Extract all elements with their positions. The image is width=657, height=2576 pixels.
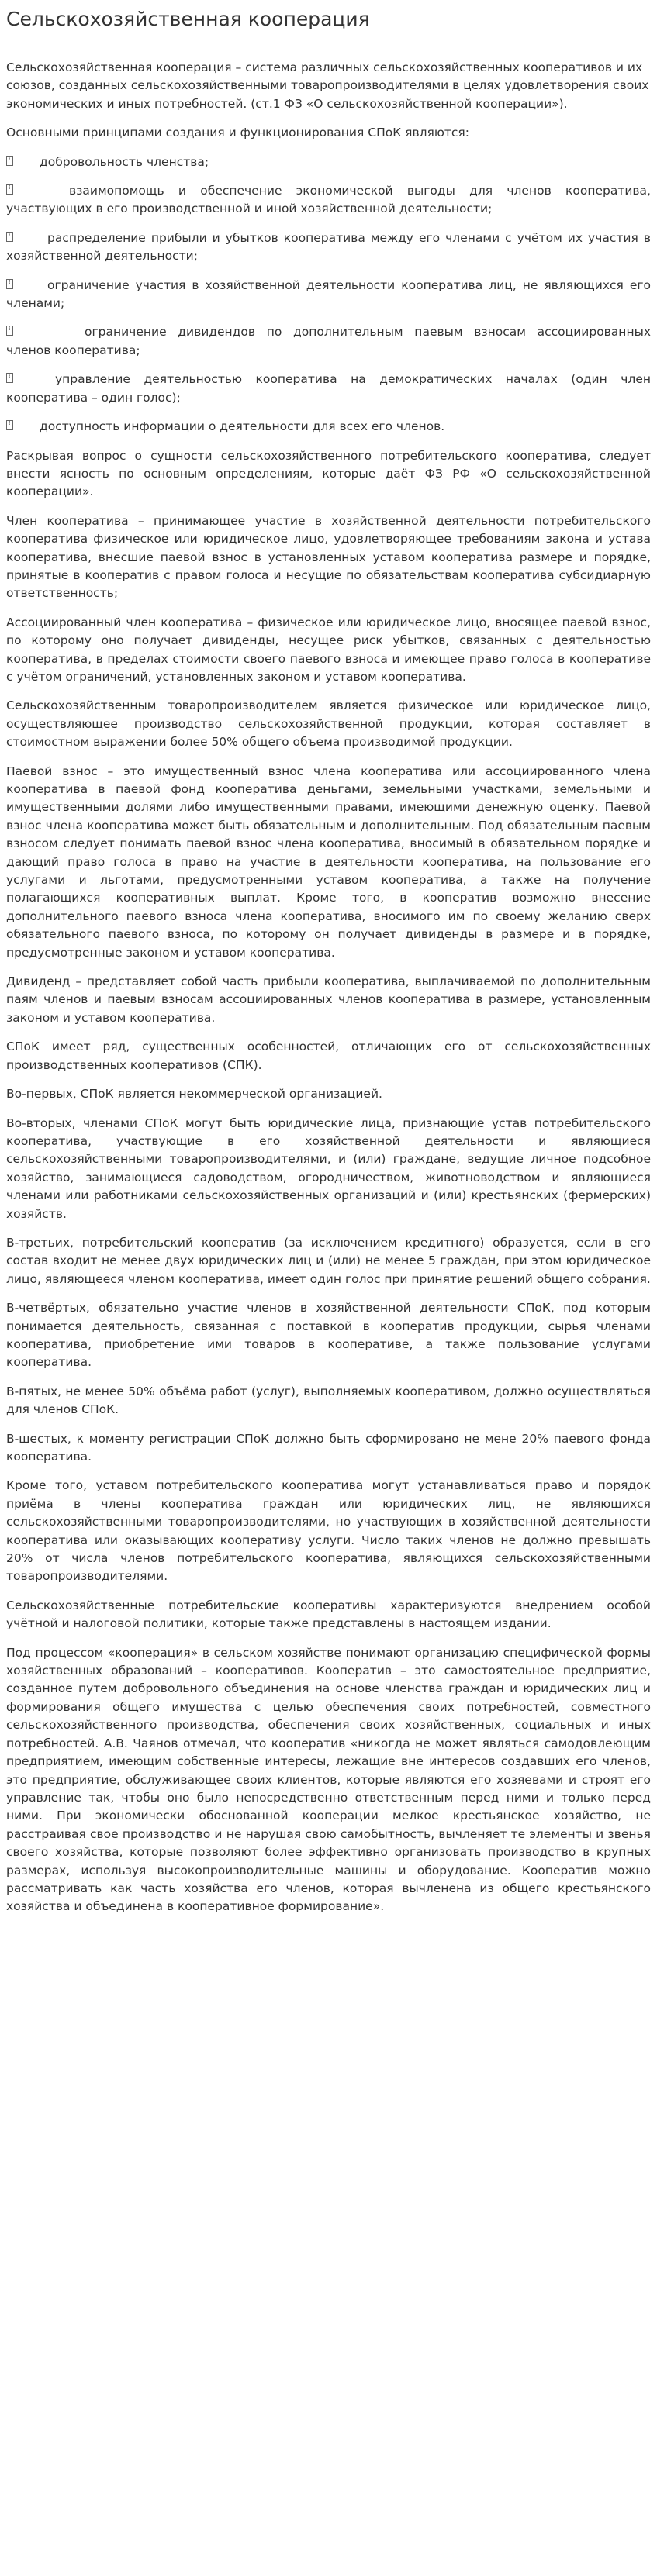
principle-item: ⁞ добровольность членства; [6,153,651,171]
principle-item: ⁞ распределение прибыли и убытков кооператива между его членами с учётом их участия в хозяйственной деятельности; [6,230,651,264]
missing-glyph-icon: ⁞ [6,279,13,289]
paragraph: Во-вторых, членами СПоК могут быть юридические лица, признающие устав потребительского кооператива, участвующие в его хозяйственной деятельности и являющиеся сельскохозяйственными товаропроизводителями, и (или) граждане, ведущие личное подсобное хозяйство, занимающиеся садоводством, огородничеством, животноводством и являющиеся членами или работниками сельскохозяйственных организаций и (или) крестьянских (фермерских) хозяйств. [6,1116,651,1221]
principle-item: ⁞ ограничение участия в хозяйственной деятельности кооператива лиц, не являющихся его членами; [6,278,651,311]
paragraph: Раскрывая вопрос о сущности сельскохозяйственного потребительского кооператива, следует внести ясность по основным определениям, которые даёт ФЗ РФ «О сельскохозяйственной кооперации». [6,448,651,499]
paragraph: В-третьих, потребительский кооператив (за исключением кредитного) образуется, если в его состав входит не менее двух юридических лиц и (или) не менее 5 граждан, при этом юридическое лицо, являющееся членом кооператива, имеет один голос при принятие решений общего собрания. [6,1235,651,1286]
principles-lead: Основными принципами создания и функционирования СПоК являются: [6,126,469,140]
intro-paragraph: Сельскохозяйственная кооперация – система различных сельскохозяйственных кооперативов и их союзов, созданных сельскохозяйственными товаропроизводителями в целях удовлетворения своих экономических и иных потребностей. (ст.1 ФЗ «О сельскохозяйственной кооперации»). [6,60,649,111]
principle-item: ⁞ взаимопомощь и обеспечение экономической выгоды для членов кооператива, участвующих в его производственной и иной хозяйственной деятельности; [6,184,651,216]
missing-glyph-icon: ⁞ [6,184,13,195]
principle-item: ⁞ ограничение дивидендов по дополнительным паевым взносам ассоциированных членов кооператива; [6,325,651,357]
missing-glyph-icon: ⁞ [6,373,13,383]
missing-glyph-icon: ⁞ [6,326,13,336]
principles-list [6,153,651,436]
paragraph: Сельскохозяйственные потребительские кооперативы характеризуются внедрением особой учётной и налоговой политики, которые также представлены в настоящем издании. [6,1598,651,1631]
page-title: Сельскохозяйственная кооперация [6,8,370,30]
paragraph: Член кооператива – принимающее участие в хозяйственной деятельности потребительского кооператива физическое или юридическое лицо, удовлетворяющее требованиям закона и устава кооператива, внесшие паевой взнос в установленных уставом кооператива размере и порядке, принятые в кооператив с правом голоса и несущие по обязательствам кооператива субсидиарную ответственность; [6,513,651,601]
missing-glyph-icon: ⁞ [6,156,13,166]
principle-item: ⁞ управление деятельностью кооператива на демократических началах (один член кооператива – один голос); [6,372,651,405]
paragraph: Кроме того, уставом потребительского кооператива могут устанавливаться право и порядок приёма в члены кооператива граждан или юридических лиц, не являющихся сельскохозяйственными товаропроизводителями, но участвующих в хозяйственной деятельности кооператива или оказывающих кооперативу услуги. Число таких членов не должно превышать 20% от числа членов потребительского кооператива, являющихся сельскохозяйственными товаропроизводителями. [6,1478,651,1584]
paragraph: Сельскохозяйственным товаропроизводителем является физическое или юридическое лицо, осуществляющее производство сельскохозяйственной продукции, которая составляет в стоимостном выражении более 50% общего объема производимой продукции. [6,698,651,750]
paragraph: Во-первых, СПоК является некоммерческой организацией. [6,1087,382,1102]
missing-glyph-icon: ⁞ [6,232,13,242]
paragraph: СПоК имеет ряд, существенных особенностей, отличающих его от сельскохозяйственных производственных кооперативов (СПК). [6,1040,651,1072]
missing-glyph-icon: ⁞ [6,420,13,430]
paragraph: Ассоциированный член кооператива – физическое или юридическое лицо, вносящее паевой взнос, по которому оно получает дивиденды, несущее риск убытков, связанных с деятельностью кооператива, в пределах стоимости своего паевого взноса и имеющее право голоса в кооперативе с учётом ограничений, установленных законом и уставом кооператива. [6,615,651,684]
paragraph: В-четвёртых, обязательно участие членов в хозяйственной деятельности СПоК, под которым понимается деятельность, связанная с поставкой в кооператив продукции, сырья членами кооператива, приобретение ими товаров в кооперативе, а также пользование услугами кооператива. [6,1301,651,1370]
paragraph: Дивиденд – представляет собой часть прибыли кооператива, выплачиваемой по дополнительным паям членов и паевым взносам ассоциированных членов кооператива в размере, установленным законом и уставом кооператива. [6,974,651,1025]
principle-item: ⁞ доступность информации о деятельности для всех его членов. [6,418,651,436]
paragraph: Под процессом «кооперация» в сельском хозяйстве понимают организацию специфической формы хозяйственных образований – кооперативов. Кооператив – это самостоятельное предприятие, созданное путем добровольного объединения на основе членства граждан и юридических лиц и формирования общего имущества с целью обеспечения своих потребностей, совместного сельскохозяйственного производства, обеспечения своих хозяйственных, социальных и иных потребностей. А.В. Чаянов отмечал, что кооператив «никогда не может являться самодовлеющим предприятием, имеющим собственные интересы, лежащие вне интересов создавших его членов, это предприятие, обслуживающее своих клиентов, которые являются его хозяевами и строят его управление так, чтобы оно было непосредственно ответственным перед ними и только перед ними. При экономически обоснованной кооперации мелкое крестьянское хозяйство, не расстраивая свое производство и не нарушая свою самобытность, вычленяет те элементы и звенья своего хозяйства, которые позволяют более эффективно организовать производство в крупных размерах, используя высокопроизводительные машины и оборудование. Кооператив можно рассматривать как часть хозяйства его членов, которая вычленена из общего крестьянского хозяйства и объединена в кооперативное формирование». [6,1645,651,1914]
paragraph: Паевой взнос – это имущественный взнос члена кооператива или ассоциированного члена кооператива в паевой фонд кооператива деньгами, земельными участками, земельными и имущественными долями либо имущественными правами, имеющими денежную оценку. Паевой взнос члена кооператива может быть обязательным и дополнительным. Под обязательным паевым взносом следует понимать паевой взнос члена кооператива, вносимый в обязательном порядке и дающий право голоса в право на участие в деятельности кооператива, на пользование его услугами и льготами, предусмотренными уставом кооператива, а также на получение полагающихся кооперативных выплат. Кроме того, в кооператив возможно внесение дополнительного паевого взноса члена кооператива, вносимого им по своему желанию сверх обязательного паевого взноса, по которому он получает дивиденды в размере и в порядке, предусмотренные законом и уставом кооператива. [6,764,651,960]
paragraph: В-шестых, к моменту регистрации СПоК должно быть сформировано не мене 20% паевого фонда кооператива. [6,1431,651,1464]
paragraph: В-пятых, не менее 50% объёма работ (услуг), выполняемых кооперативом, должно осуществляться для членов СПоК. [6,1384,651,1417]
